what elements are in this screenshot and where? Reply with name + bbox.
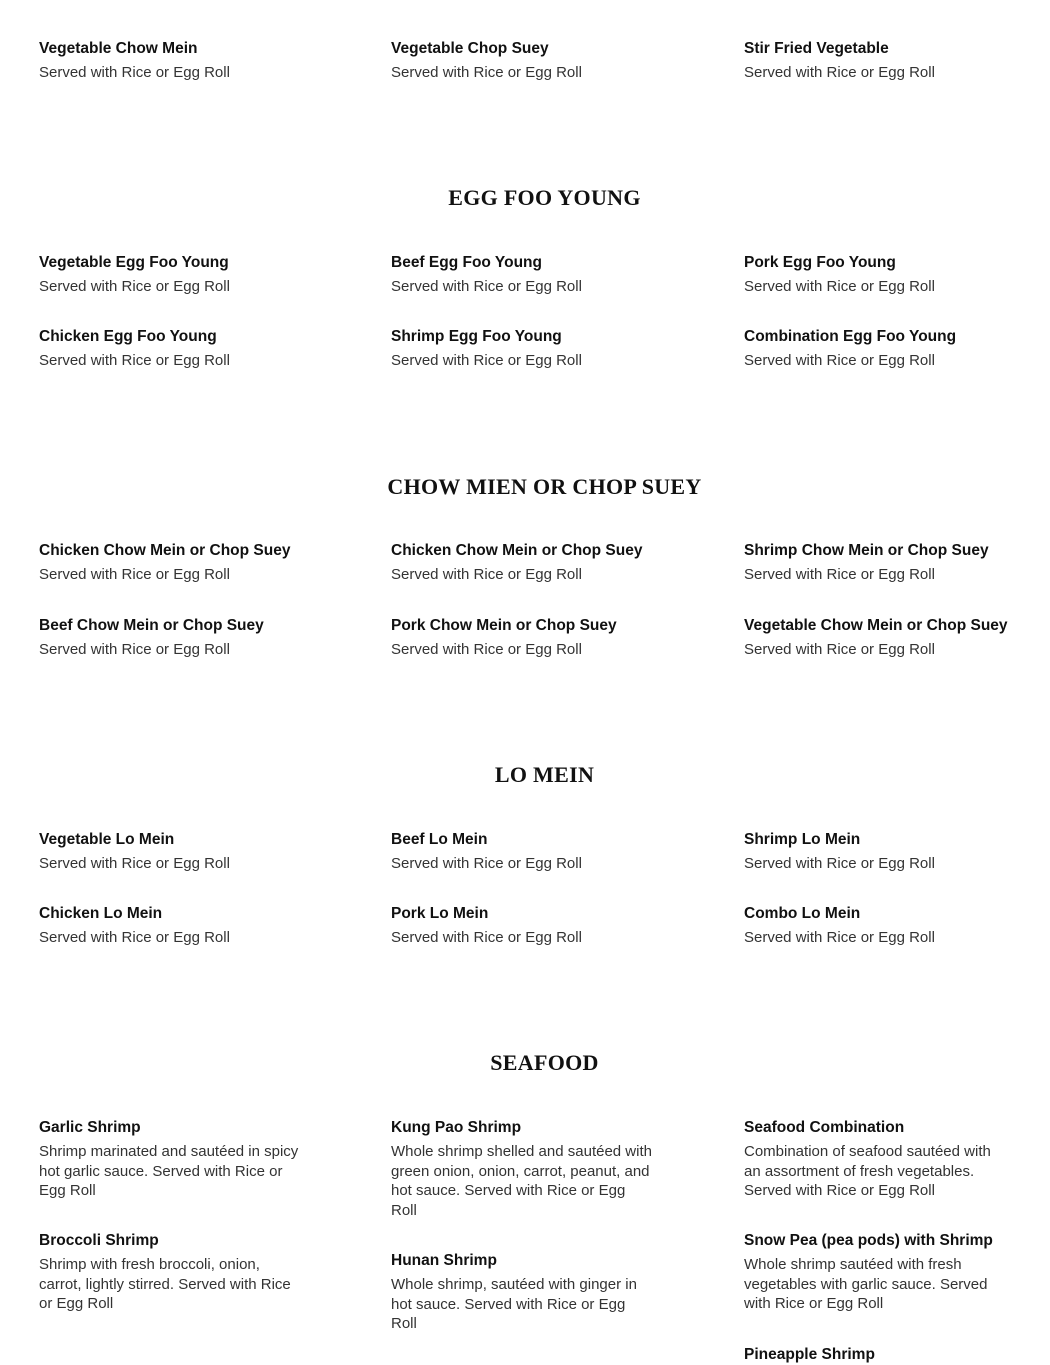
- section-title-egg-foo-young: EGG FOO YOUNG: [448, 185, 641, 210]
- item-description: Served with Rice or Egg Roll: [744, 352, 935, 369]
- item-description: Served with Rice or Egg Roll: [39, 641, 230, 658]
- item-description: Shrimp with fresh broccoli, onion, carrot, lightly stirred. Served with Rice or Egg Roll: [39, 1256, 291, 1312]
- menu-item: [391, 904, 653, 948]
- menu-item: [391, 39, 653, 83]
- menu-item: [39, 327, 304, 371]
- item-name: Shrimp Lo Mein: [744, 831, 861, 848]
- item-name: Pork Lo Mein: [391, 905, 489, 922]
- item-description: Served with Rice or Egg Roll: [744, 855, 935, 872]
- menu-item: [39, 1118, 304, 1201]
- item-name: Hunan Shrimp: [391, 1252, 497, 1269]
- item-description: Served with Rice or Egg Roll: [39, 352, 230, 369]
- item-description: Served with Rice or Egg Roll: [391, 566, 582, 583]
- item-name: Vegetable Lo Mein: [39, 831, 175, 848]
- item-description: Served with Rice or Egg Roll: [391, 855, 582, 872]
- item-name: Chicken Egg Foo Young: [39, 328, 217, 345]
- item-description: Served with Rice or Egg Roll: [744, 641, 935, 658]
- item-description: Served with Rice or Egg Roll: [39, 855, 230, 872]
- item-name: Combination Egg Foo Young: [744, 328, 957, 345]
- item-name: Beef Chow Mein or Chop Suey: [39, 617, 264, 634]
- item-description: Served with Rice or Egg Roll: [744, 64, 935, 81]
- item-description: Served with Rice or Egg Roll: [744, 929, 935, 946]
- menu-item: [744, 1345, 1006, 1365]
- menu-item: [744, 904, 1006, 948]
- item-description: Served with Rice or Egg Roll: [391, 929, 582, 946]
- menu-item: [744, 39, 1006, 83]
- item-description: Served with Rice or Egg Roll: [39, 929, 230, 946]
- item-description: Served with Rice or Egg Roll: [744, 566, 935, 583]
- menu-item: [391, 253, 653, 297]
- item-description: Served with Rice or Egg Roll: [391, 352, 582, 369]
- item-name: Combo Lo Mein: [744, 905, 861, 922]
- item-name: Seafood Combination: [744, 1119, 905, 1136]
- item-name: Chicken Chow Mein or Chop Suey: [391, 542, 643, 559]
- menu-item: [391, 541, 653, 585]
- section-title-lo-mein: LO MEIN: [494, 762, 595, 787]
- item-description: Served with Rice or Egg Roll: [391, 64, 582, 81]
- menu-item: [744, 541, 1006, 585]
- menu-item: [391, 1118, 653, 1220]
- menu-item: [744, 830, 1006, 874]
- menu-item: [744, 1118, 1006, 1201]
- item-name: Shrimp Chow Mein or Chop Suey: [744, 542, 989, 559]
- item-name: Vegetable Chow Mein: [39, 40, 198, 57]
- item-name: Vegetable Egg Foo Young: [39, 254, 229, 271]
- menu-item: [391, 327, 653, 371]
- item-name: Shrimp Egg Foo Young: [391, 328, 562, 345]
- item-name: Kung Pao Shrimp: [391, 1119, 522, 1136]
- item-description: Served with Rice or Egg Roll: [39, 566, 230, 583]
- menu-item: [39, 904, 304, 948]
- item-description: Served with Rice or Egg Roll: [391, 278, 582, 295]
- item-description: Served with Rice or Egg Roll: [39, 278, 230, 295]
- item-name: Vegetable Chow Mein or Chop Suey: [744, 617, 1008, 634]
- menu-item: [39, 39, 304, 83]
- menu-item: [39, 616, 304, 660]
- menu-item: [39, 253, 304, 297]
- item-name: Broccoli Shrimp: [39, 1232, 159, 1249]
- item-description: Combination of seafood sautéed with an assortment of fresh vegetables. Served with Rice or Egg Roll: [744, 1143, 991, 1199]
- item-name: Beef Egg Foo Young: [391, 254, 542, 271]
- menu-item: [391, 1251, 653, 1334]
- item-name: Garlic Shrimp: [39, 1119, 141, 1136]
- item-name: Vegetable Chop Suey: [391, 40, 549, 57]
- menu-item: [39, 1231, 304, 1314]
- section-title-seafood: SEAFOOD: [490, 1050, 599, 1075]
- item-name: Snow Pea (pea pods) with Shrimp: [744, 1232, 993, 1249]
- item-description: Whole shrimp shelled and sautéed with green onion, onion, carrot, peanut, and hot sauce. Served with Rice or Egg Roll: [391, 1143, 652, 1219]
- menu-item: [744, 1231, 1006, 1314]
- menu-item: [391, 830, 653, 874]
- item-name: Pineapple Shrimp: [744, 1346, 875, 1363]
- item-name: Stir Fried Vegetable: [744, 40, 889, 57]
- item-description: Served with Rice or Egg Roll: [391, 641, 582, 658]
- menu-item: [744, 327, 1006, 371]
- menu-item: [39, 830, 304, 874]
- item-description: Whole shrimp sautéed with fresh vegetables with garlic sauce. Served with Rice or Egg Roll: [744, 1256, 988, 1312]
- menu-item: [744, 616, 1006, 660]
- item-description: Served with Rice or Egg Roll: [39, 64, 230, 81]
- item-name: Pork Chow Mein or Chop Suey: [391, 617, 617, 634]
- item-name: Beef Lo Mein: [391, 831, 488, 848]
- item-name: Chicken Lo Mein: [39, 905, 163, 922]
- menu-item: [39, 541, 304, 585]
- item-description: Served with Rice or Egg Roll: [744, 278, 935, 295]
- item-description: Whole shrimp, sautéed with ginger in hot sauce. Served with Rice or Egg Roll: [391, 1276, 637, 1332]
- menu-item: [391, 616, 653, 660]
- item-description: Shrimp marinated and sautéed in spicy hot garlic sauce. Served with Rice or Egg Roll: [39, 1143, 299, 1199]
- section-title-chow-mein: CHOW MIEN OR CHOP SUEY: [387, 474, 702, 499]
- item-name: Chicken Chow Mein or Chop Suey: [39, 542, 291, 559]
- menu-item: [744, 253, 1006, 297]
- item-name: Pork Egg Foo Young: [744, 254, 896, 271]
